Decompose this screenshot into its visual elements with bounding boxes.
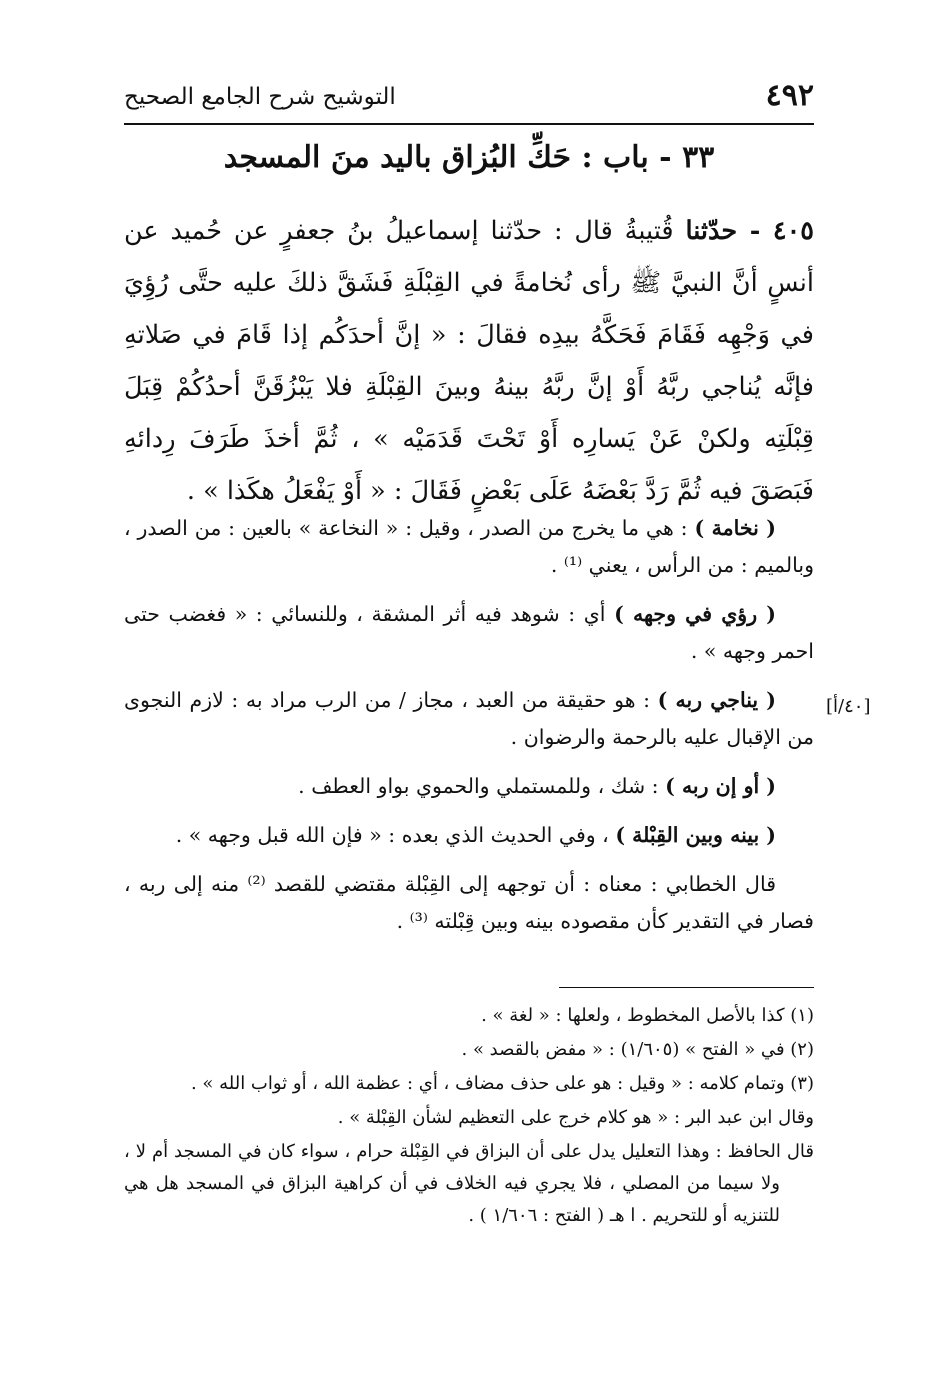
commentary-text: : شك ، وللمستملي والحموي بواو العطف . bbox=[298, 774, 666, 798]
commentary-term: ( يناجي ربه ) bbox=[657, 688, 776, 712]
commentary-text: أي : شوهد فيه أثر المشقة ، وللنسائي : « فغضب حتى احمر وجهه » . bbox=[124, 602, 814, 663]
footnote: وقال ابن عبد البر : « هو كلام خرج على التعظيم لشأن القِبْلة » . bbox=[337, 1107, 814, 1128]
commentary-term: ( بينه وبين القِبْلة ) bbox=[615, 823, 776, 847]
chapter-title: ٣٣ - باب : حَكِّ البُزاق باليد منَ المسجد bbox=[223, 140, 715, 175]
footnotes bbox=[124, 1000, 814, 1234]
commentary-paragraph bbox=[124, 768, 814, 805]
commentary-paragraph bbox=[124, 510, 814, 584]
page-number: ٤٩٢ bbox=[765, 78, 814, 113]
commentary-paragraph bbox=[124, 682, 814, 756]
commentary-text: : هي ما يخرج من الصدر ، وقيل : « النخاعة » بالعين : من الصدر ، وبالميم : من الرأس ، يعني ⁽¹⁾ . bbox=[124, 516, 814, 577]
hadith-number: ٤٠٥ - حدّثنا bbox=[685, 216, 814, 246]
manuscript-folio-note: [٤٠/أ] bbox=[826, 696, 871, 717]
running-title: التوشيح شرح الجامع الصحيح bbox=[124, 84, 396, 110]
footnote: (٣) وتمام كلامه : « وقيل : هو على حذف مضاف ، أي : عظمة الله ، أو ثواب الله » . bbox=[190, 1073, 814, 1094]
commentary-paragraph bbox=[124, 866, 814, 940]
footnote: قال الحافظ : وهذا التعليل يدل على أن البزاق في القِبْلة حرام ، سواء كان في المسجد أم لا ، ولا سيما من المصلي ، فلا يجري فيه الخلاف في أن كراهية البزاق في المسجد هل هي للتنزيه أو للتحريم . ا هـ ( الفتح : ١/٦٠٦ ) . bbox=[124, 1141, 814, 1226]
footnote: (٢) في « الفتح » (١/٦٠٥) : « مفض بالقصد » . bbox=[461, 1039, 814, 1060]
commentary-paragraph bbox=[124, 596, 814, 670]
page-header bbox=[124, 78, 814, 118]
hadith-body: قُتيبةُ قال : حدّثنا إسماعيلُ بنُ جعفرٍ عن حُميد عن أنسٍ أنَّ النبيَّ ﷺ رأى نُخامةً في القِبْلَةِ فَشَقَّ ذلكَ عليه حتَّى رُؤِيَ في وَجْهِه فَقَامَ فَحَكَّهُ بيدِه فقالَ : « إنَّ أحدَكُم إذا قَامَ في صَلاتهِ فإنَّه يُناجي ربَّهُ أَوْ إنَّ ربَّهُ بينهُ وبينَ القِبْلَةِ فلا يَبْزُقَنَّ أحدُكُمْ قِبَلَ قِبْلَتِه ولكنْ عَنْ يَسارِه أَوْ تَحْتَ قَدَمَيْه » ، ثُمَّ أخذَ طَرَفَ رِدائهِ فَبَصَقَ فيه ثُمَّ رَدَّ بَعْضَهُ عَلَى بَعْضٍ فَقَالَ : « أَوْ يَفْعَلُ هكَذا » . bbox=[124, 216, 814, 506]
commentary-term: ( رؤي في وجهه ) bbox=[614, 602, 776, 626]
commentary-text: قال الخطابي : معناه : أن توجهه إلى القِبْلة مقتضي للقصد ⁽²⁾ منه إلى ربه ، فصار في التقدير كأن مقصوده بينه وبين قِبْلته ⁽³⁾ . bbox=[124, 872, 814, 933]
commentary bbox=[124, 510, 814, 952]
footnote: (١) كذا بالأصل المخطوط ، ولعلها : « لغة » . bbox=[481, 1005, 814, 1026]
footnote-rule bbox=[559, 987, 814, 988]
commentary-text: ، وفي الحديث الذي بعده : « فإن الله قبل وجهه » . bbox=[175, 823, 616, 847]
commentary-text: : هو حقيقة من العبد ، مجاز / من الرب مراد به : لازم النجوى من الإقبال عليه بالرحمة والرضوان . bbox=[124, 688, 814, 749]
header-rule bbox=[124, 123, 814, 125]
commentary-paragraph bbox=[124, 817, 814, 854]
commentary-term: ( نخامة ) bbox=[694, 516, 776, 540]
hadith-text bbox=[124, 205, 814, 517]
commentary-term: ( أو إن ربه ) bbox=[665, 774, 776, 798]
